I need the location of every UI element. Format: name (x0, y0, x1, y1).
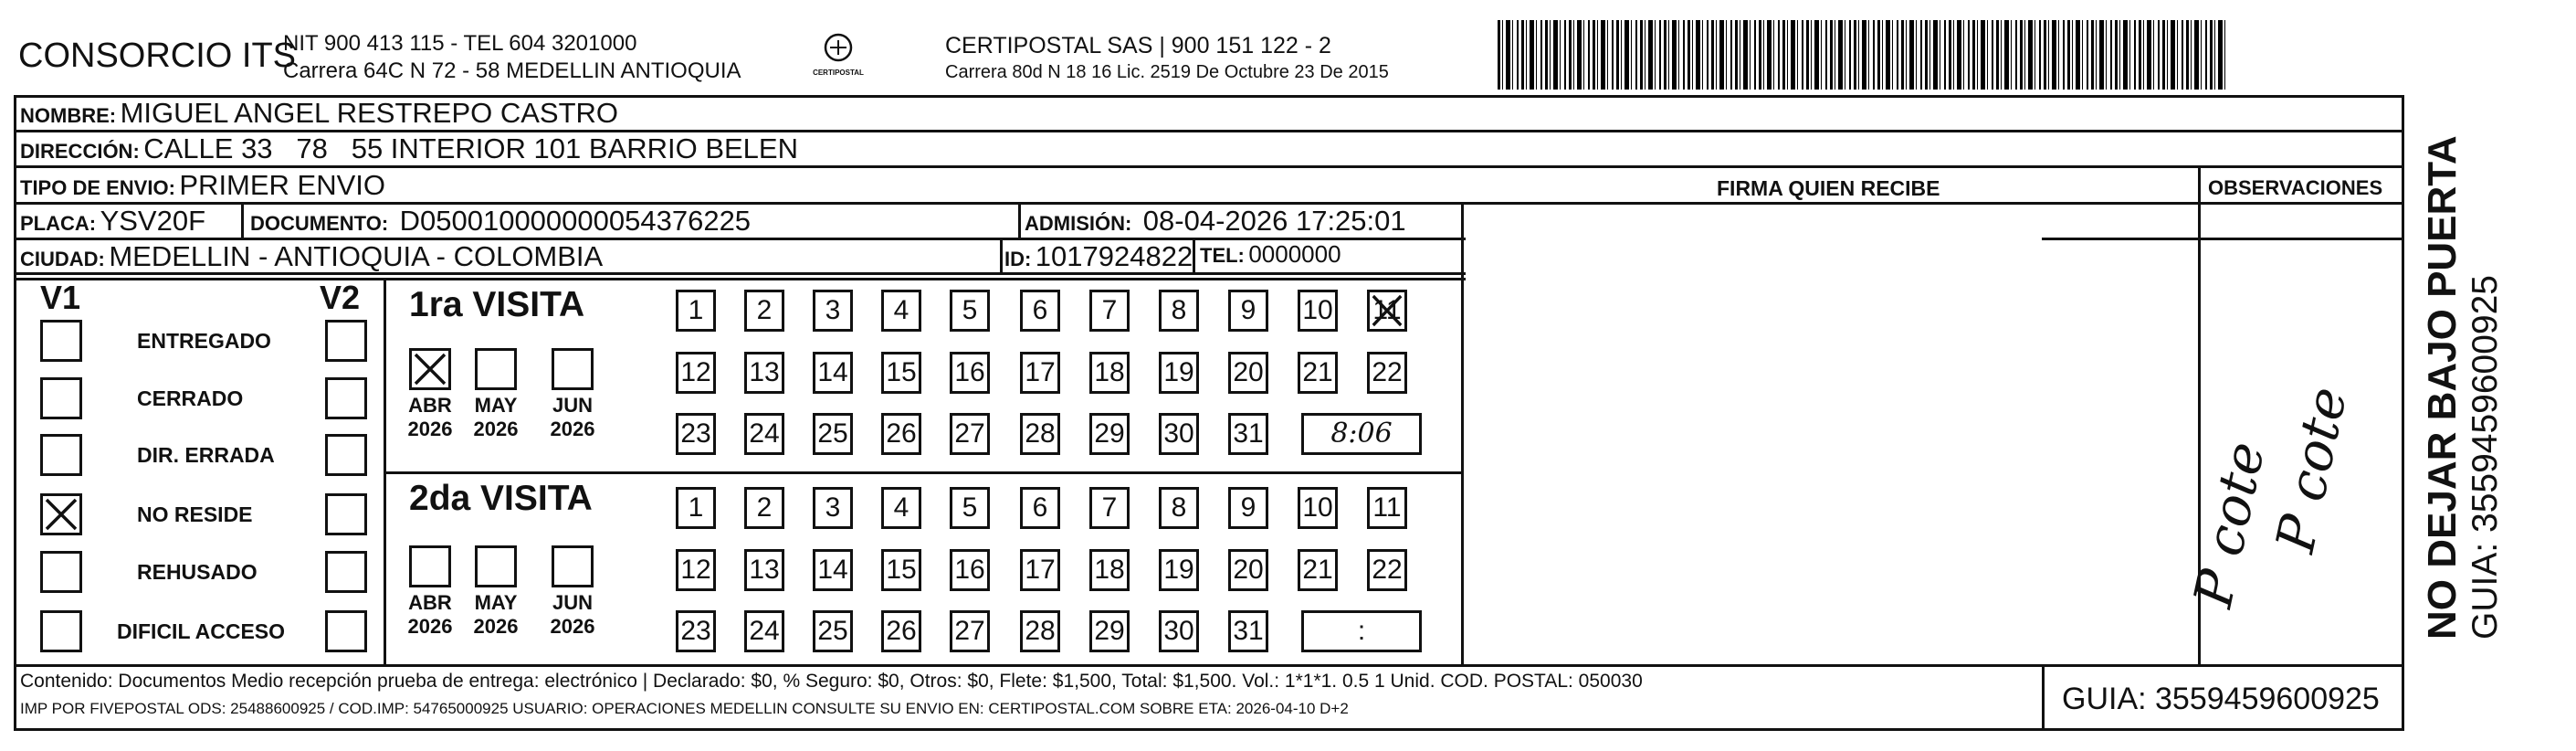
side-text (2420, 135, 2506, 640)
day-box[interactable]: 8 (1159, 290, 1199, 332)
v1-checkbox[interactable] (40, 434, 82, 476)
day-box[interactable]: 23 (676, 413, 716, 455)
day-box[interactable]: 12 (676, 549, 716, 591)
v1-checkbox[interactable] (40, 493, 82, 535)
placa-value: YSV20F (100, 205, 206, 237)
month-label (543, 591, 602, 639)
month-year: 2026 (407, 418, 453, 440)
day-box[interactable]: 14 (813, 352, 853, 394)
month-label (467, 591, 525, 639)
day-box[interactable]: 26 (881, 610, 921, 652)
day-box[interactable]: 25 (813, 610, 853, 652)
documento-cell (250, 205, 751, 238)
certipostal-logo (811, 33, 866, 88)
day-box[interactable]: 11 (1367, 487, 1407, 529)
day-number: 11 (1372, 295, 1402, 325)
handwritten-line-2: P cote (2264, 381, 2360, 558)
day-box[interactable]: 10 (1298, 487, 1338, 529)
day-box[interactable]: 18 (1089, 549, 1130, 591)
day-box[interactable]: 21 (1298, 549, 1338, 591)
month-checkbox[interactable] (409, 348, 451, 390)
day-box[interactable]: 9 (1228, 487, 1268, 529)
day-box[interactable]: 22 (1367, 549, 1407, 591)
company-address: Carrera 64C N 72 - 58 MEDELLIN ANTIOQUIA (283, 58, 741, 83)
col-divider (2402, 165, 2404, 238)
handwritten-note (2173, 311, 2392, 658)
logo-text: CERTIPOSTAL (813, 69, 864, 77)
col-divider (2042, 664, 2045, 731)
day-box[interactable]: 14 (813, 549, 853, 591)
nombre-label: NOMBRE: (20, 104, 117, 127)
footer-guia: GUIA: 3559459600925 (2062, 682, 2380, 716)
day-box[interactable]: 15 (881, 352, 921, 394)
month-checkbox[interactable] (409, 545, 451, 587)
month-label (543, 394, 602, 441)
admision-value: 08-04-2026 17:25:01 (1142, 205, 1406, 237)
direccion-label: DIRECCIÓN: (20, 140, 140, 163)
month-name: ABR (408, 591, 452, 614)
placa-cell (20, 205, 205, 238)
tel-value: 0000000 (1248, 240, 1341, 268)
month-year: 2026 (473, 615, 519, 638)
day-box[interactable]: 24 (744, 413, 784, 455)
month-checkbox[interactable] (475, 545, 517, 587)
day-box[interactable]: 20 (1228, 352, 1268, 394)
ciudad-label: CIUDAD: (20, 248, 105, 270)
observaciones-header: OBSERVACIONES (2208, 176, 2383, 199)
month-checkbox[interactable] (475, 348, 517, 390)
month-name: JUN (552, 394, 593, 417)
v1-checkbox[interactable] (40, 610, 82, 652)
footer-line-1: Contenido: Documentos Medio recepción prueba de entrega: electrónico | Declarado: $0, % Seguro: $0, Otros: $0, Flete: $1,500, Total: $1,500. Vol.: 1*1*1. 0.5 1 Unid. COD. POSTAL: 050030 (20, 671, 1643, 692)
tipo-row (20, 169, 385, 202)
day-box[interactable]: 4 (881, 290, 921, 332)
day-box[interactable]: 9 (1228, 290, 1268, 332)
month-checkbox[interactable] (552, 348, 594, 390)
visita2-title: 2da VISITA (409, 479, 593, 518)
documento-value: D050010000000054376225 (399, 205, 752, 237)
day-box[interactable]: 31 (1228, 610, 1268, 652)
placa-label: PLACA: (20, 212, 97, 235)
day-box[interactable]: 1 (676, 290, 716, 332)
day-box[interactable]: 5 (950, 290, 990, 332)
status-label: CERRADO (137, 386, 244, 410)
certipostal-line: CERTIPOSTAL SAS | 900 151 122 - 2 (945, 33, 1331, 58)
row-divider (14, 278, 1466, 280)
month-year: 2026 (407, 615, 453, 638)
side-guia-text: GUIA: 3559459600925 (2466, 275, 2505, 640)
status-label: DIR. ERRADA (137, 443, 275, 467)
month-name: ABR (408, 394, 452, 417)
certipostal-address: Carrera 80d N 18 16 Lic. 2519 De Octubre 23 De 2015 (945, 62, 1389, 82)
day-box[interactable]: 31 (1228, 413, 1268, 455)
day-box[interactable]: 6 (1020, 487, 1060, 529)
time-box[interactable]: 8:06 (1301, 413, 1422, 455)
tipo-label: TIPO DE ENVIO: (20, 176, 175, 199)
day-box[interactable]: 30 (1159, 413, 1199, 455)
v2-checkbox[interactable] (325, 493, 367, 535)
v2-checkbox[interactable] (325, 551, 367, 593)
v2-checkbox[interactable] (325, 377, 367, 419)
certipostal-logo-icon (820, 33, 857, 64)
time-box[interactable]: : (1301, 610, 1422, 652)
day-box[interactable]: 7 (1089, 290, 1130, 332)
handwritten-line-1: P cote (2182, 436, 2277, 613)
company-name: CONSORCIO ITS (18, 37, 297, 75)
row-divider (14, 165, 2404, 168)
row-divider (2042, 238, 2404, 240)
day-box[interactable] (1367, 290, 1407, 332)
footer-line-2: IMP POR FIVEPOSTAL ODS: 25488600925 / COD.IMP: 54765000925 USUARIO: OPERACIONES MEDELLIN CONSULTE SU ENVIO EN: CERTIPOSTAL.COM SOBRE ETA: 2026-04-10 D+2 (20, 700, 1349, 717)
month-label (401, 591, 459, 639)
documento-label: DOCUMENTO: (250, 212, 389, 235)
day-box[interactable]: 26 (881, 413, 921, 455)
id-label: ID: (1004, 248, 1032, 270)
month-name: JUN (552, 591, 593, 614)
status-label: DIFICIL ACCESO (117, 619, 286, 643)
day-box[interactable]: 3 (813, 290, 853, 332)
month-checkbox[interactable] (552, 545, 594, 587)
day-box[interactable]: 17 (1020, 549, 1060, 591)
day-box[interactable]: 15 (881, 549, 921, 591)
v1-checkbox[interactable] (40, 377, 82, 419)
id-value: 1017924822 (1035, 240, 1193, 272)
day-box[interactable]: 7 (1089, 487, 1130, 529)
day-box[interactable]: 13 (744, 352, 784, 394)
day-box[interactable]: 3 (813, 487, 853, 529)
direccion-value: CALLE 33 78 55 INTERIOR 101 BARRIO BELEN (143, 132, 798, 164)
month-year: 2026 (550, 418, 595, 440)
v1-checkbox[interactable] (40, 551, 82, 593)
v2-checkbox[interactable] (325, 434, 367, 476)
ciudad-cell (20, 240, 603, 273)
day-box[interactable]: 20 (1228, 549, 1268, 591)
day-box[interactable]: 2 (744, 290, 784, 332)
day-box[interactable]: 2 (744, 487, 784, 529)
col-divider (1461, 202, 1464, 664)
day-box[interactable]: 19 (1159, 352, 1199, 394)
day-box[interactable]: 24 (744, 610, 784, 652)
nit-line: NIT 900 413 115 - TEL 604 3201000 (283, 31, 637, 56)
barcode (1498, 20, 2228, 90)
col-divider (1018, 202, 1021, 238)
status-label: ENTREGADO (137, 329, 271, 353)
day-box[interactable]: 17 (1020, 352, 1060, 394)
id-cell (1004, 240, 1193, 273)
day-box[interactable]: 25 (813, 413, 853, 455)
month-name: MAY (474, 591, 518, 614)
day-box[interactable]: 8 (1159, 487, 1199, 529)
v2-header: V2 (320, 279, 361, 316)
day-box[interactable]: 22 (1367, 352, 1407, 394)
day-box[interactable]: 28 (1020, 610, 1060, 652)
day-box[interactable]: 6 (1020, 290, 1060, 332)
col-divider (1000, 238, 1003, 274)
day-box[interactable]: 4 (881, 487, 921, 529)
day-box[interactable]: 18 (1089, 352, 1130, 394)
admision-cell (1025, 205, 1406, 238)
month-year: 2026 (550, 615, 595, 638)
day-box[interactable]: 28 (1020, 413, 1060, 455)
day-box[interactable]: 29 (1089, 610, 1130, 652)
day-box[interactable]: 29 (1089, 413, 1130, 455)
direccion-row (20, 132, 798, 165)
day-box[interactable]: 13 (744, 549, 784, 591)
day-box[interactable]: 19 (1159, 549, 1199, 591)
firma-header: FIRMA QUIEN RECIBE (1717, 176, 1940, 200)
month-year: 2026 (473, 418, 519, 440)
nombre-row (20, 97, 618, 130)
admision-label: ADMISIÓN: (1025, 212, 1132, 235)
tel-cell (1200, 240, 1341, 269)
col-divider (1193, 238, 1195, 274)
nombre-value: MIGUEL ANGEL RESTREPO CASTRO (120, 97, 619, 129)
visita1-title: 1ra VISITA (409, 285, 585, 324)
tipo-value: PRIMER ENVIO (179, 169, 386, 201)
ciudad-value: MEDELLIN - ANTIOQUIA - COLOMBIA (109, 240, 604, 272)
month-name: MAY (474, 394, 518, 417)
status-label: NO RESIDE (137, 502, 253, 526)
day-box[interactable]: 1 (676, 487, 716, 529)
v1-checkbox[interactable] (40, 320, 82, 362)
day-box[interactable]: 30 (1159, 610, 1199, 652)
v2-checkbox[interactable] (325, 610, 367, 652)
day-box[interactable]: 10 (1298, 290, 1338, 332)
tel-label: TEL: (1200, 244, 1245, 267)
day-box[interactable]: 21 (1298, 352, 1338, 394)
day-box[interactable]: 23 (676, 610, 716, 652)
day-box[interactable]: 5 (950, 487, 990, 529)
day-box[interactable]: 27 (950, 610, 990, 652)
month-label (401, 394, 459, 441)
visit-divider (384, 471, 1461, 474)
day-box[interactable]: 16 (950, 352, 990, 394)
day-box[interactable]: 12 (676, 352, 716, 394)
col-divider (241, 202, 244, 238)
month-label (467, 394, 525, 441)
day-box[interactable]: 16 (950, 549, 990, 591)
v2-checkbox[interactable] (325, 320, 367, 362)
no-dejar-text: NO DEJAR BAJO PUERTA (2420, 135, 2465, 640)
v1-header: V1 (40, 279, 81, 316)
day-box[interactable]: 27 (950, 413, 990, 455)
row-divider (14, 664, 2404, 667)
status-label: REHUSADO (137, 560, 258, 584)
